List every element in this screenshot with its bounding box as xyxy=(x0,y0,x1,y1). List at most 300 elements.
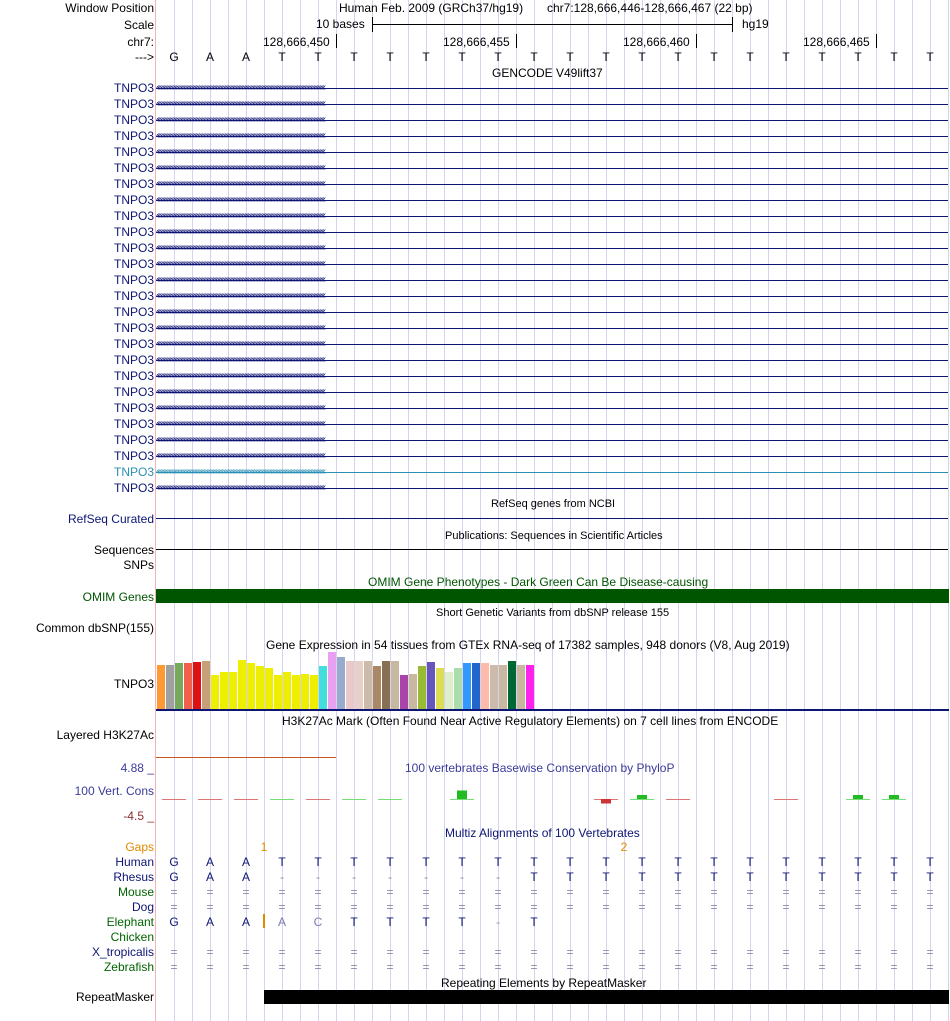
ruler-tick-label: 128,666,450 xyxy=(263,35,330,49)
alignment-base: = xyxy=(566,900,574,914)
gtex-tissue-bar[interactable] xyxy=(175,663,183,709)
gtex-tissue-bar[interactable] xyxy=(517,665,525,709)
gencode-transcript-line[interactable]: ‹‹‹‹‹‹‹‹‹‹‹‹‹‹‹‹‹‹‹‹‹‹‹‹‹‹‹‹‹‹‹‹‹‹‹‹‹‹‹‹‹‹‹‹‹‹‹‹‹‹‹‹‹‹‹‹‹‹‹‹‹‹‹‹‹‹‹‹‹‹‹‹‹‹‹‹‹‹‹‹‹‹‹‹‹‹‹‹‹‹‹‹‹‹‹‹‹‹‹‹‹‹‹‹‹‹‹‹‹‹ xyxy=(156,97,948,111)
phylop-tick xyxy=(378,799,402,800)
alignment-base: = xyxy=(494,900,502,914)
gtex-tissue-bar[interactable] xyxy=(445,672,453,709)
alignment-base: = xyxy=(350,960,358,974)
gencode-transcript-label[interactable]: TNPO3 xyxy=(113,177,154,191)
snps-track-label[interactable]: SNPs xyxy=(123,558,154,572)
alignment-base: = xyxy=(566,885,574,899)
sequence-base: T xyxy=(278,50,286,64)
alignment-base: = xyxy=(926,960,934,974)
gencode-transcript-label[interactable]: TNPO3 xyxy=(113,417,154,431)
gtex-tissue-bar[interactable] xyxy=(301,674,309,709)
ruler-tick xyxy=(516,34,517,48)
alignment-base: = xyxy=(566,945,574,959)
alignment-base: = xyxy=(242,885,250,899)
sequence-base: A xyxy=(205,50,214,64)
alignment-base: T xyxy=(854,855,862,869)
gtex-tissue-bar[interactable] xyxy=(409,674,417,709)
gap-count-marker[interactable]: 2 xyxy=(620,840,628,854)
alignment-base: = xyxy=(242,960,250,974)
alignment-base: = xyxy=(278,945,286,959)
gencode-transcript-line[interactable]: ‹‹‹‹‹‹‹‹‹‹‹‹‹‹‹‹‹‹‹‹‹‹‹‹‹‹‹‹‹‹‹‹‹‹‹‹‹‹‹‹‹‹‹‹‹‹‹‹‹‹‹‹‹‹‹‹‹‹‹‹‹‹‹‹‹‹‹‹‹‹‹‹‹‹‹‹‹‹‹‹‹‹‹‹‹‹‹‹‹‹‹‹‹‹‹‹‹‹‹‹‹‹‹‹‹‹‹‹‹‹ xyxy=(156,385,948,399)
gencode-transcript-label[interactable]: TNPO3 xyxy=(113,385,154,399)
alignment-base: T xyxy=(854,870,862,884)
alignment-base: = xyxy=(710,945,718,959)
omim-gene-bar[interactable] xyxy=(156,589,949,603)
alignment-base: = xyxy=(782,900,790,914)
alignment-base: = xyxy=(422,960,430,974)
alignment-base: = xyxy=(638,900,646,914)
window-position-label: Window Position xyxy=(65,1,154,15)
phylop-tick xyxy=(234,799,258,800)
alignment-base: = xyxy=(926,900,934,914)
gencode-transcript-label[interactable]: TNPO3 xyxy=(113,161,154,175)
gencode-transcript-label[interactable]: TNPO3 xyxy=(113,369,154,383)
species-label[interactable]: Chicken xyxy=(110,930,154,944)
alignment-base: T xyxy=(674,855,682,869)
gencode-transcript-label[interactable]: TNPO3 xyxy=(113,305,154,319)
alignment-base: = xyxy=(314,885,322,899)
gencode-transcript-label[interactable]: TNPO3 xyxy=(113,401,154,415)
gencode-transcript-line[interactable]: ‹‹‹‹‹‹‹‹‹‹‹‹‹‹‹‹‹‹‹‹‹‹‹‹‹‹‹‹‹‹‹‹‹‹‹‹‹‹‹‹‹‹‹‹‹‹‹‹‹‹‹‹‹‹‹‹‹‹‹‹‹‹‹‹‹‹‹‹‹‹‹‹‹‹‹‹‹‹‹‹‹‹‹‹‹‹‹‹‹‹‹‹‹‹‹‹‹‹‹‹‹‹‹‹‹‹‹‹‹‹ xyxy=(156,209,948,223)
alignment-base: T xyxy=(638,855,646,869)
sequence-base: T xyxy=(710,50,718,64)
gencode-transcript-label[interactable]: TNPO3 xyxy=(113,465,154,479)
alignment-base: G xyxy=(169,915,179,929)
alignment-base: = xyxy=(638,945,646,959)
species-label[interactable]: Rhesus xyxy=(113,870,154,884)
alignment-base: A xyxy=(241,915,250,929)
alignment-base: = xyxy=(746,960,754,974)
gencode-transcript-line[interactable]: ‹‹‹‹‹‹‹‹‹‹‹‹‹‹‹‹‹‹‹‹‹‹‹‹‹‹‹‹‹‹‹‹‹‹‹‹‹‹‹‹‹‹‹‹‹‹‹‹‹‹‹‹‹‹‹‹‹‹‹‹‹‹‹‹‹‹‹‹‹‹‹‹‹‹‹‹‹‹‹‹‹‹‹‹‹‹‹‹‹‹‹‹‹‹‹‹‹‹‹‹‹‹‹‹‹‹‹‹‹‹ xyxy=(156,481,948,495)
position-range: chr7:128,666,446-128,666,467 (22 bp) xyxy=(547,1,753,15)
gtex-tissue-bar[interactable] xyxy=(265,668,273,709)
phylop-tick xyxy=(846,799,870,800)
gtex-tissue-bar[interactable] xyxy=(166,665,174,709)
phylop-tick xyxy=(306,799,330,800)
chrom-label: chr7: xyxy=(127,35,154,49)
sequence-base: T xyxy=(458,50,466,64)
alignment-base: = xyxy=(386,945,394,959)
gtex-track-title[interactable]: Gene Expression in 54 tissues from GTEx RNA-seq of 17382 samples, 948 donors (V8, Aug 2019) xyxy=(266,638,790,652)
alignment-base: = xyxy=(386,885,394,899)
alignment-base: T xyxy=(782,870,790,884)
phylop-score-bar[interactable] xyxy=(457,791,467,800)
gtex-tissue-bar[interactable] xyxy=(202,661,210,709)
refseq-track-label[interactable]: RefSeq Curated xyxy=(67,512,154,526)
alignment-base: = xyxy=(710,885,718,899)
gtex-tissue-bar[interactable] xyxy=(481,663,489,709)
phylop-max-label: 4.88 _ xyxy=(120,761,154,775)
gtex-tissue-bar[interactable] xyxy=(283,672,291,709)
alignment-base: = xyxy=(890,900,898,914)
sequence-base: T xyxy=(530,50,538,64)
alignment-base: = xyxy=(674,885,682,899)
gencode-transcript-label[interactable]: TNPO3 xyxy=(113,209,154,223)
alignment-base: = xyxy=(458,900,466,914)
scale-label: Scale xyxy=(123,18,154,32)
alignment-base: = xyxy=(638,960,646,974)
gencode-transcript-label[interactable]: TNPO3 xyxy=(113,257,154,271)
gencode-transcript-line[interactable]: ‹‹‹‹‹‹‹‹‹‹‹‹‹‹‹‹‹‹‹‹‹‹‹‹‹‹‹‹‹‹‹‹‹‹‹‹‹‹‹‹‹‹‹‹‹‹‹‹‹‹‹‹‹‹‹‹‹‹‹‹‹‹‹‹‹‹‹‹‹‹‹‹‹‹‹‹‹‹‹‹‹‹‹‹‹‹‹‹‹‹‹‹‹‹‹‹‹‹‹‹‹‹‹‹‹‹‹‹‹‹ xyxy=(156,433,948,447)
gtex-tissue-bar[interactable] xyxy=(346,661,354,709)
alignment-base: = xyxy=(890,960,898,974)
alignment-base: = xyxy=(818,945,826,959)
alignment-base: = xyxy=(926,945,934,959)
alignment-base: T xyxy=(386,915,394,929)
alignment-base: = xyxy=(530,960,538,974)
gencode-transcript-line[interactable]: ‹‹‹‹‹‹‹‹‹‹‹‹‹‹‹‹‹‹‹‹‹‹‹‹‹‹‹‹‹‹‹‹‹‹‹‹‹‹‹‹‹‹‹‹‹‹‹‹‹‹‹‹‹‹‹‹‹‹‹‹‹‹‹‹‹‹‹‹‹‹‹‹‹‹‹‹‹‹‹‹‹‹‹‹‹‹‹‹‹‹‹‹‹‹‹‹‹‹‹‹‹‹‹‹‹‹‹‹‹‹ xyxy=(156,193,948,207)
alignment-base: = xyxy=(314,960,322,974)
species-label[interactable]: X_tropicalis xyxy=(91,945,154,959)
alignment-base: T xyxy=(350,915,358,929)
alignment-base: = xyxy=(530,945,538,959)
alignment-base: = xyxy=(674,900,682,914)
gtex-tissue-bar[interactable] xyxy=(472,663,480,709)
alignment-base: T xyxy=(350,855,358,869)
gencode-transcript-line[interactable]: ‹‹‹‹‹‹‹‹‹‹‹‹‹‹‹‹‹‹‹‹‹‹‹‹‹‹‹‹‹‹‹‹‹‹‹‹‹‹‹‹‹‹‹‹‹‹‹‹‹‹‹‹‹‹‹‹‹‹‹‹‹‹‹‹‹‹‹‹‹‹‹‹‹‹‹‹‹‹‹‹‹‹‹‹‹‹‹‹‹‹‹‹‹‹‹‹‹‹‹‹‹‹‹‹‹‹‹‹‹‹ xyxy=(156,337,948,351)
gencode-transcript-label[interactable]: TNPO3 xyxy=(113,241,154,255)
alignment-base: = xyxy=(854,945,862,959)
gtex-tissue-bar[interactable] xyxy=(490,665,498,709)
alignment-base: = xyxy=(530,885,538,899)
h3k27ac-track-title[interactable]: H3K27Ac Mark (Often Found Near Active Regulatory Elements) on 7 cell lines from ENCODE xyxy=(282,714,779,728)
sequence-base: T xyxy=(350,50,358,64)
alignment-base: T xyxy=(566,855,574,869)
gtex-tissue-bar[interactable] xyxy=(256,666,264,709)
gencode-transcript-line[interactable]: ‹‹‹‹‹‹‹‹‹‹‹‹‹‹‹‹‹‹‹‹‹‹‹‹‹‹‹‹‹‹‹‹‹‹‹‹‹‹‹‹‹‹‹‹‹‹‹‹‹‹‹‹‹‹‹‹‹‹‹‹‹‹‹‹‹‹‹‹‹‹‹‹‹‹‹‹‹‹‹‹‹‹‹‹‹‹‹‹‹‹‹‹‹‹‹‹‹‹‹‹‹‹‹‹‹‹‹‹‹‹ xyxy=(156,305,948,319)
alignment-base: = xyxy=(602,960,610,974)
alignment-base: = xyxy=(854,885,862,899)
gtex-tissue-bar[interactable] xyxy=(310,675,318,709)
alignment-base: - xyxy=(388,870,392,884)
alignment-base: = xyxy=(602,945,610,959)
alignment-base: = xyxy=(422,900,430,914)
gtex-tissue-bar[interactable] xyxy=(391,661,399,709)
phylop-tick xyxy=(162,799,186,800)
sequence-base: T xyxy=(386,50,394,64)
db-label: hg19 xyxy=(742,17,769,31)
alignment-base: T xyxy=(458,855,466,869)
alignment-base: G xyxy=(169,870,179,884)
alignment-base: = xyxy=(278,900,286,914)
phylop-tick xyxy=(450,799,474,800)
gtex-tissue-bar[interactable] xyxy=(238,660,246,709)
gtex-tissue-bar[interactable] xyxy=(454,668,462,709)
gtex-track-label[interactable]: TNPO3 xyxy=(113,677,154,691)
gencode-transcript-line[interactable]: ‹‹‹‹‹‹‹‹‹‹‹‹‹‹‹‹‹‹‹‹‹‹‹‹‹‹‹‹‹‹‹‹‹‹‹‹‹‹‹‹‹‹‹‹‹‹‹‹‹‹‹‹‹‹‹‹‹‹‹‹‹‹‹‹‹‹‹‹‹‹‹‹‹‹‹‹‹‹‹‹‹‹‹‹‹‹‹‹‹‹‹‹‹‹‹‹‹‹‹‹‹‹‹‹‹‹‹‹‹‹ xyxy=(156,241,948,255)
alignment-base: T xyxy=(530,855,538,869)
gencode-transcript-label[interactable]: TNPO3 xyxy=(113,289,154,303)
gencode-transcript-label[interactable]: TNPO3 xyxy=(113,113,154,127)
alignment-base: A xyxy=(241,870,250,884)
publications-track-title[interactable]: Publications: Sequences in Scientific Articles xyxy=(445,530,663,542)
alignment-base: = xyxy=(530,900,538,914)
gtex-tissue-bar[interactable] xyxy=(364,661,372,709)
alignment-base: = xyxy=(854,960,862,974)
alignment-base: = xyxy=(458,960,466,974)
phylop-score-bar[interactable] xyxy=(889,795,899,799)
alignment-base: - xyxy=(496,870,500,884)
phylop-score-bar[interactable] xyxy=(853,795,863,799)
repeatmasker-track-title[interactable]: Repeating Elements by RepeatMasker xyxy=(441,976,647,990)
phylop-track-title[interactable]: 100 vertebrates Basewise Conservation by PhyloP xyxy=(405,761,675,775)
sequence-base: T xyxy=(566,50,574,64)
alignment-base: = xyxy=(746,885,754,899)
sequence-base: T xyxy=(926,50,934,64)
alignment-base: = xyxy=(350,945,358,959)
alignment-base: = xyxy=(170,885,178,899)
species-label[interactable]: Mouse xyxy=(117,885,154,899)
alignment-base: = xyxy=(890,945,898,959)
gencode-transcript-line[interactable]: ‹‹‹‹‹‹‹‹‹‹‹‹‹‹‹‹‹‹‹‹‹‹‹‹‹‹‹‹‹‹‹‹‹‹‹‹‹‹‹‹‹‹‹‹‹‹‹‹‹‹‹‹‹‹‹‹‹‹‹‹‹‹‹‹‹‹‹‹‹‹‹‹‹‹‹‹‹‹‹‹‹‹‹‹‹‹‹‹‹‹‹‹‹‹‹‹‹‹‹‹‹‹‹‹‹‹‹‹‹‹ xyxy=(156,177,948,191)
alignment-base: = xyxy=(494,945,502,959)
sequence-base: T xyxy=(422,50,430,64)
gencode-transcript-line[interactable]: ‹‹‹‹‹‹‹‹‹‹‹‹‹‹‹‹‹‹‹‹‹‹‹‹‹‹‹‹‹‹‹‹‹‹‹‹‹‹‹‹‹‹‹‹‹‹‹‹‹‹‹‹‹‹‹‹‹‹‹‹‹‹‹‹‹‹‹‹‹‹‹‹‹‹‹‹‹‹‹‹‹‹‹‹‹‹‹‹‹‹‹‹‹‹‹‹‹‹‹‹‹‹‹‹‹‹‹‹‹‹ xyxy=(156,401,948,415)
alignment-base: = xyxy=(350,900,358,914)
alignment-base: T xyxy=(674,870,682,884)
multiz-track-title[interactable]: Multiz Alignments of 100 Vertebrates xyxy=(445,826,640,840)
alignment-base: - xyxy=(424,870,428,884)
gtex-tissue-bar[interactable] xyxy=(499,665,507,709)
phylop-tick xyxy=(630,799,654,800)
gencode-track-title[interactable]: GENCODE V49lift37 xyxy=(492,66,603,80)
sequences-track-label[interactable]: Sequences xyxy=(93,543,154,557)
gencode-transcript-label[interactable]: TNPO3 xyxy=(113,97,154,111)
gencode-transcript-label[interactable]: TNPO3 xyxy=(113,225,154,239)
gencode-transcript-label[interactable]: TNPO3 xyxy=(113,193,154,207)
gencode-transcript-label[interactable]: TNPO3 xyxy=(113,81,154,95)
gtex-tissue-bar[interactable] xyxy=(319,666,327,709)
alignment-base: = xyxy=(242,900,250,914)
alignment-base: = xyxy=(170,900,178,914)
alignment-base: A xyxy=(205,915,214,929)
scale-bar xyxy=(372,17,733,32)
gencode-transcript-label[interactable]: TNPO3 xyxy=(113,337,154,351)
alignment-base: T xyxy=(710,855,718,869)
alignment-base: T xyxy=(746,870,754,884)
alignment-base: = xyxy=(782,885,790,899)
gtex-tissue-bar[interactable] xyxy=(355,661,363,709)
alignment-base: = xyxy=(206,885,214,899)
gencode-transcript-line[interactable]: ‹‹‹‹‹‹‹‹‹‹‹‹‹‹‹‹‹‹‹‹‹‹‹‹‹‹‹‹‹‹‹‹‹‹‹‹‹‹‹‹‹‹‹‹‹‹‹‹‹‹‹‹‹‹‹‹‹‹‹‹‹‹‹‹‹‹‹‹‹‹‹‹‹‹‹‹‹‹‹‹‹‹‹‹‹‹‹‹‹‹‹‹‹‹‹‹‹‹‹‹‹‹‹‹‹‹‹‹‹‹ xyxy=(156,417,948,431)
alignment-base: = xyxy=(746,945,754,959)
gencode-transcript-line[interactable]: ‹‹‹‹‹‹‹‹‹‹‹‹‹‹‹‹‹‹‹‹‹‹‹‹‹‹‹‹‹‹‹‹‹‹‹‹‹‹‹‹‹‹‹‹‹‹‹‹‹‹‹‹‹‹‹‹‹‹‹‹‹‹‹‹‹‹‹‹‹‹‹‹‹‹‹‹‹‹‹‹‹‹‹‹‹‹‹‹‹‹‹‹‹‹‹‹‹‹‹‹‹‹‹‹‹‹‹‹‹‹ xyxy=(156,449,948,463)
gtex-tissue-bar[interactable] xyxy=(292,675,300,709)
gtex-tissue-bar[interactable] xyxy=(373,666,381,709)
gencode-transcript-label[interactable]: TNPO3 xyxy=(113,273,154,287)
repeat-element-bar[interactable] xyxy=(264,990,949,1004)
alignment-base: = xyxy=(350,885,358,899)
gtex-tissue-bar[interactable] xyxy=(274,675,282,709)
gencode-transcript-line[interactable]: ‹‹‹‹‹‹‹‹‹‹‹‹‹‹‹‹‹‹‹‹‹‹‹‹‹‹‹‹‹‹‹‹‹‹‹‹‹‹‹‹‹‹‹‹‹‹‹‹‹‹‹‹‹‹‹‹‹‹‹‹‹‹‹‹‹‹‹‹‹‹‹‹‹‹‹‹‹‹‹‹‹‹‹‹‹‹‹‹‹‹‹‹‹‹‹‹‹‹‹‹‹‹‹‹‹‹‹‹‹‹ xyxy=(156,113,948,127)
species-label[interactable]: Human xyxy=(115,855,154,869)
alignment-base: T xyxy=(710,870,718,884)
insertion-marker xyxy=(263,914,265,928)
alignment-base: T xyxy=(818,855,826,869)
gtex-tissue-bar[interactable] xyxy=(382,661,390,709)
gencode-transcript-label[interactable]: TNPO3 xyxy=(113,481,154,495)
alignment-base: A xyxy=(241,855,250,869)
sequence-base: G xyxy=(169,50,179,64)
alignment-base: - xyxy=(460,870,464,884)
gencode-transcript-label[interactable]: TNPO3 xyxy=(113,433,154,447)
sequence-base: T xyxy=(638,50,646,64)
gencode-transcript-line[interactable]: ‹‹‹‹‹‹‹‹‹‹‹‹‹‹‹‹‹‹‹‹‹‹‹‹‹‹‹‹‹‹‹‹‹‹‹‹‹‹‹‹‹‹‹‹‹‹‹‹‹‹‹‹‹‹‹‹‹‹‹‹‹‹‹‹‹‹‹‹‹‹‹‹‹‹‹‹‹‹‹‹‹‹‹‹‹‹‹‹‹‹‹‹‹‹‹‹‹‹‹‹‹‹‹‹‹‹‹‹‹‹ xyxy=(156,465,948,479)
gaps-label: Gaps xyxy=(125,840,154,854)
gtex-tissue-bar[interactable] xyxy=(211,675,219,709)
sequence-base: T xyxy=(494,50,502,64)
alignment-base: = xyxy=(278,885,286,899)
repeatmasker-track-label[interactable]: RepeatMasker xyxy=(75,990,154,1004)
gencode-transcript-line[interactable]: ‹‹‹‹‹‹‹‹‹‹‹‹‹‹‹‹‹‹‹‹‹‹‹‹‹‹‹‹‹‹‹‹‹‹‹‹‹‹‹‹‹‹‹‹‹‹‹‹‹‹‹‹‹‹‹‹‹‹‹‹‹‹‹‹‹‹‹‹‹‹‹‹‹‹‹‹‹‹‹‹‹‹‹‹‹‹‹‹‹‹‹‹‹‹‹‹‹‹‹‹‹‹‹‹‹‹‹‹‹‹ xyxy=(156,225,948,239)
gtex-tissue-bar[interactable] xyxy=(337,657,345,709)
sequence-base: T xyxy=(854,50,862,64)
h3k27ac-track-label[interactable]: Layered H3K27Ac xyxy=(56,728,154,742)
h3k27ac-signal[interactable] xyxy=(156,757,336,758)
gencode-transcript-line[interactable]: ‹‹‹‹‹‹‹‹‹‹‹‹‹‹‹‹‹‹‹‹‹‹‹‹‹‹‹‹‹‹‹‹‹‹‹‹‹‹‹‹‹‹‹‹‹‹‹‹‹‹‹‹‹‹‹‹‹‹‹‹‹‹‹‹‹‹‹‹‹‹‹‹‹‹‹‹‹‹‹‹‹‹‹‹‹‹‹‹‹‹‹‹‹‹‹‹‹‹‹‹‹‹‹‹‹‹‹‹‹‹ xyxy=(156,321,948,335)
phylop-score-bar[interactable] xyxy=(601,799,611,804)
refseq-gene-line[interactable] xyxy=(156,518,948,519)
gtex-tissue-bar[interactable] xyxy=(247,663,255,709)
alignment-base: = xyxy=(494,960,502,974)
alignment-base: T xyxy=(602,855,610,869)
gencode-transcript-label[interactable]: TNPO3 xyxy=(113,321,154,335)
phylop-tick xyxy=(270,799,294,800)
gencode-transcript-label[interactable]: TNPO3 xyxy=(113,129,154,143)
alignment-base: = xyxy=(674,945,682,959)
alignment-base: = xyxy=(890,885,898,899)
gtex-tissue-bar[interactable] xyxy=(508,661,516,709)
alignment-base: = xyxy=(494,885,502,899)
alignment-base: T xyxy=(530,870,538,884)
alignment-base: = xyxy=(170,960,178,974)
omim-track-title[interactable]: OMIM Gene Phenotypes - Dark Green Can Be Disease-causing xyxy=(368,575,709,589)
alignment-base: = xyxy=(746,900,754,914)
gencode-transcript-line[interactable]: ‹‹‹‹‹‹‹‹‹‹‹‹‹‹‹‹‹‹‹‹‹‹‹‹‹‹‹‹‹‹‹‹‹‹‹‹‹‹‹‹‹‹‹‹‹‹‹‹‹‹‹‹‹‹‹‹‹‹‹‹‹‹‹‹‹‹‹‹‹‹‹‹‹‹‹‹‹‹‹‹‹‹‹‹‹‹‹‹‹‹‹‹‹‹‹‹‹‹‹‹‹‹‹‹‹‹‹‹‹‹ xyxy=(156,353,948,367)
alignment-base: = xyxy=(206,945,214,959)
gtex-tissue-bar[interactable] xyxy=(328,652,336,709)
ruler-tick xyxy=(336,34,337,48)
alignment-base: = xyxy=(386,960,394,974)
alignment-base: A xyxy=(205,870,214,884)
phylop-tick xyxy=(774,799,798,800)
gencode-transcript-line[interactable]: ‹‹‹‹‹‹‹‹‹‹‹‹‹‹‹‹‹‹‹‹‹‹‹‹‹‹‹‹‹‹‹‹‹‹‹‹‹‹‹‹‹‹‹‹‹‹‹‹‹‹‹‹‹‹‹‹‹‹‹‹‹‹‹‹‹‹‹‹‹‹‹‹‹‹‹‹‹‹‹‹‹‹‹‹‹‹‹‹‹‹‹‹‹‹‹‹‹‹‹‹‹‹‹‹‹‹‹‹‹‹ xyxy=(156,129,948,143)
dbsnp-track-label[interactable]: Common dbSNP(155) xyxy=(35,621,154,635)
gencode-transcript-label[interactable]: TNPO3 xyxy=(113,449,154,463)
gencode-transcript-line[interactable]: ‹‹‹‹‹‹‹‹‹‹‹‹‹‹‹‹‹‹‹‹‹‹‹‹‹‹‹‹‹‹‹‹‹‹‹‹‹‹‹‹‹‹‹‹‹‹‹‹‹‹‹‹‹‹‹‹‹‹‹‹‹‹‹‹‹‹‹‹‹‹‹‹‹‹‹‹‹‹‹‹‹‹‹‹‹‹‹‹‹‹‹‹‹‹‹‹‹‹‹‹‹‹‹‹‹‹‹‹‹‹ xyxy=(156,369,948,383)
gencode-transcript-line[interactable]: ‹‹‹‹‹‹‹‹‹‹‹‹‹‹‹‹‹‹‹‹‹‹‹‹‹‹‹‹‹‹‹‹‹‹‹‹‹‹‹‹‹‹‹‹‹‹‹‹‹‹‹‹‹‹‹‹‹‹‹‹‹‹‹‹‹‹‹‹‹‹‹‹‹‹‹‹‹‹‹‹‹‹‹‹‹‹‹‹‹‹‹‹‹‹‹‹‹‹‹‹‹‹‹‹‹‹‹‹‹‹ xyxy=(156,273,948,287)
alignment-base: = xyxy=(242,945,250,959)
gencode-transcript-label[interactable]: TNPO3 xyxy=(113,353,154,367)
gencode-transcript-line[interactable]: ‹‹‹‹‹‹‹‹‹‹‹‹‹‹‹‹‹‹‹‹‹‹‹‹‹‹‹‹‹‹‹‹‹‹‹‹‹‹‹‹‹‹‹‹‹‹‹‹‹‹‹‹‹‹‹‹‹‹‹‹‹‹‹‹‹‹‹‹‹‹‹‹‹‹‹‹‹‹‹‹‹‹‹‹‹‹‹‹‹‹‹‹‹‹‹‹‹‹‹‹‹‹‹‹‹‹‹‹‹‹ xyxy=(156,161,948,175)
phylop-tick xyxy=(882,799,906,800)
alignment-base: = xyxy=(782,960,790,974)
alignment-base: = xyxy=(566,960,574,974)
alignment-base: = xyxy=(206,900,214,914)
alignment-base: = xyxy=(170,945,178,959)
phylop-track-label[interactable]: 100 Vert. Cons xyxy=(74,784,154,798)
gencode-transcript-line[interactable]: ‹‹‹‹‹‹‹‹‹‹‹‹‹‹‹‹‹‹‹‹‹‹‹‹‹‹‹‹‹‹‹‹‹‹‹‹‹‹‹‹‹‹‹‹‹‹‹‹‹‹‹‹‹‹‹‹‹‹‹‹‹‹‹‹‹‹‹‹‹‹‹‹‹‹‹‹‹‹‹‹‹‹‹‹‹‹‹‹‹‹‹‹‹‹‹‹‹‹‹‹‹‹‹‹‹‹‹‹‹‹ xyxy=(156,145,948,159)
gtex-tissue-bar[interactable] xyxy=(463,663,471,709)
gap-count-marker[interactable]: 1 xyxy=(260,840,268,854)
species-label[interactable]: Elephant xyxy=(106,915,154,929)
phylop-plot[interactable] xyxy=(156,775,949,825)
gtex-baseline xyxy=(156,709,949,711)
sequence-base: T xyxy=(602,50,610,64)
gtex-tissue-bar[interactable] xyxy=(157,665,165,709)
gencode-transcript-line[interactable]: ‹‹‹‹‹‹‹‹‹‹‹‹‹‹‹‹‹‹‹‹‹‹‹‹‹‹‹‹‹‹‹‹‹‹‹‹‹‹‹‹‹‹‹‹‹‹‹‹‹‹‹‹‹‹‹‹‹‹‹‹‹‹‹‹‹‹‹‹‹‹‹‹‹‹‹‹‹‹‹‹‹‹‹‹‹‹‹‹‹‹‹‹‹‹‹‹‹‹‹‹‹‹‹‹‹‹‹‹‹‹ xyxy=(156,289,948,303)
alignment-base: = xyxy=(710,900,718,914)
alignment-base: T xyxy=(530,915,538,929)
gencode-transcript-label[interactable]: TNPO3 xyxy=(113,145,154,159)
gtex-tissue-bar[interactable] xyxy=(220,672,228,709)
gtex-tissue-bar[interactable] xyxy=(229,672,237,709)
alignment-base: = xyxy=(818,885,826,899)
alignment-base: = xyxy=(602,885,610,899)
gtex-tissue-bar[interactable] xyxy=(436,668,444,709)
sequence-base: T xyxy=(782,50,790,64)
alignment-base: = xyxy=(818,900,826,914)
alignment-base: = xyxy=(926,885,934,899)
ruler-tick xyxy=(696,34,697,48)
gtex-tissue-bar[interactable] xyxy=(193,662,201,709)
gtex-tissue-bar[interactable] xyxy=(418,666,426,709)
species-label[interactable]: Zebrafish xyxy=(103,960,154,974)
ruler-tick-label: 128,666,465 xyxy=(803,35,870,49)
phylop-min-label: -4.5 _ xyxy=(123,809,154,823)
gtex-bar-chart[interactable] xyxy=(156,652,949,709)
gencode-transcript-line[interactable]: ‹‹‹‹‹‹‹‹‹‹‹‹‹‹‹‹‹‹‹‹‹‹‹‹‹‹‹‹‹‹‹‹‹‹‹‹‹‹‹‹‹‹‹‹‹‹‹‹‹‹‹‹‹‹‹‹‹‹‹‹‹‹‹‹‹‹‹‹‹‹‹‹‹‹‹‹‹‹‹‹‹‹‹‹‹‹‹‹‹‹‹‹‹‹‹‹‹‹‹‹‹‹‹‹‹‹‹‹‹‹ xyxy=(156,257,948,271)
alignment-base: = xyxy=(314,945,322,959)
gtex-tissue-bar[interactable] xyxy=(400,675,408,709)
omim-track-label[interactable]: OMIM Genes xyxy=(82,590,154,604)
alignment-base: = xyxy=(422,885,430,899)
alignment-base: T xyxy=(494,855,502,869)
alignment-base: T xyxy=(818,870,826,884)
phylop-tick xyxy=(342,799,366,800)
phylop-score-bar[interactable] xyxy=(637,795,647,799)
refseq-track-title[interactable]: RefSeq genes from NCBI xyxy=(491,498,616,510)
gtex-tissue-bar[interactable] xyxy=(526,665,534,709)
alignment-base: T xyxy=(314,855,322,869)
alignment-base: - xyxy=(316,870,320,884)
species-label[interactable]: Dog xyxy=(131,900,154,914)
alignment-base: T xyxy=(386,855,394,869)
gtex-tissue-bar[interactable] xyxy=(184,663,192,709)
alignment-base: T xyxy=(926,870,934,884)
alignment-base: T xyxy=(422,915,430,929)
sequence-base: T xyxy=(314,50,322,64)
phylop-tick xyxy=(666,799,690,800)
ruler-tick-label: 128,666,455 xyxy=(443,35,510,49)
dbsnp-track-title[interactable]: Short Genetic Variants from dbSNP release 155 xyxy=(436,607,670,619)
strand-label: ---> xyxy=(135,50,154,64)
sequence-base: T xyxy=(818,50,826,64)
gtex-tissue-bar[interactable] xyxy=(427,662,435,709)
alignment-base: - xyxy=(352,870,356,884)
alignment-base: T xyxy=(746,855,754,869)
sequence-base: T xyxy=(890,50,898,64)
ruler-tick-label: 128,666,460 xyxy=(623,35,690,49)
alignment-base: T xyxy=(926,855,934,869)
publications-line[interactable] xyxy=(156,549,948,550)
gencode-transcript-line[interactable]: ‹‹‹‹‹‹‹‹‹‹‹‹‹‹‹‹‹‹‹‹‹‹‹‹‹‹‹‹‹‹‹‹‹‹‹‹‹‹‹‹‹‹‹‹‹‹‹‹‹‹‹‹‹‹‹‹‹‹‹‹‹‹‹‹‹‹‹‹‹‹‹‹‹‹‹‹‹‹‹‹‹‹‹‹‹‹‹‹‹‹‹‹‹‹‹‹‹‹‹‹‹‹‹‹‹‹‹‹‹‹ xyxy=(156,81,948,95)
alignment-base: T xyxy=(458,915,466,929)
